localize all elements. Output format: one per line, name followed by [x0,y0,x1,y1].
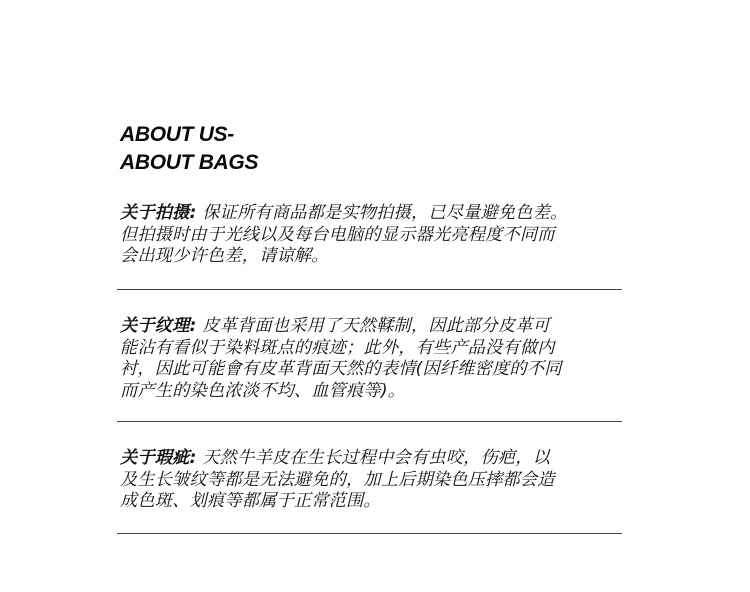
section-texture-text-3: 衬，因此可能會有皮革背面天然的表情(因纤维密度的不同 [120,359,562,379]
section-texture-text-4: 而产生的染色浓淡不均、血管痕等)。 [120,380,406,401]
divider [117,533,622,534]
section-photography-text-2: 但拍摄时由于光线以及每台电脑的显示器光亮程度不同而 [120,224,555,245]
page-heading [120,121,258,177]
section-flaws-line-1 [120,448,635,470]
section-texture-text-1: 皮革背面也采用了天然鞣制，因此部分皮革可 [196,316,551,336]
section-flaws-text-3: 成色斑、划痕等都属于正常范围。 [120,491,381,511]
section-texture-text-2: 能沾有看似于染料斑点的痕迹；此外，有些产品没有做内 [120,337,555,358]
heading-line-about-us: ABOUT US- [120,123,234,146]
section-flaws-label: 关于瑕疵: [120,448,197,468]
section-photography-text-3: 会出现少许色差，请谅解。 [120,246,329,266]
divider [117,289,622,290]
divider [117,421,622,422]
section-photography-line-1 [120,203,635,225]
section-photography [120,203,635,268]
section-texture-label: 关于纹理: [120,316,197,336]
section-texture-line-1 [120,316,635,338]
section-flaws [120,448,635,513]
section-flaws-text-1: 天然牛羊皮在生长过程中会有虫咬，伤疤，以 [196,448,551,468]
section-flaws-text-2: 及生长皱纹等都是无法避免的，加上后期染色压摔都会造 [120,469,555,490]
section-photography-label: 关于拍摄: [120,203,197,223]
section-photography-text-1: 保证所有商品都是实物拍摄，已尽量避免色差。 [196,203,568,223]
section-texture [120,316,635,402]
heading-line-about-bags: ABOUT BAGS [120,151,259,174]
